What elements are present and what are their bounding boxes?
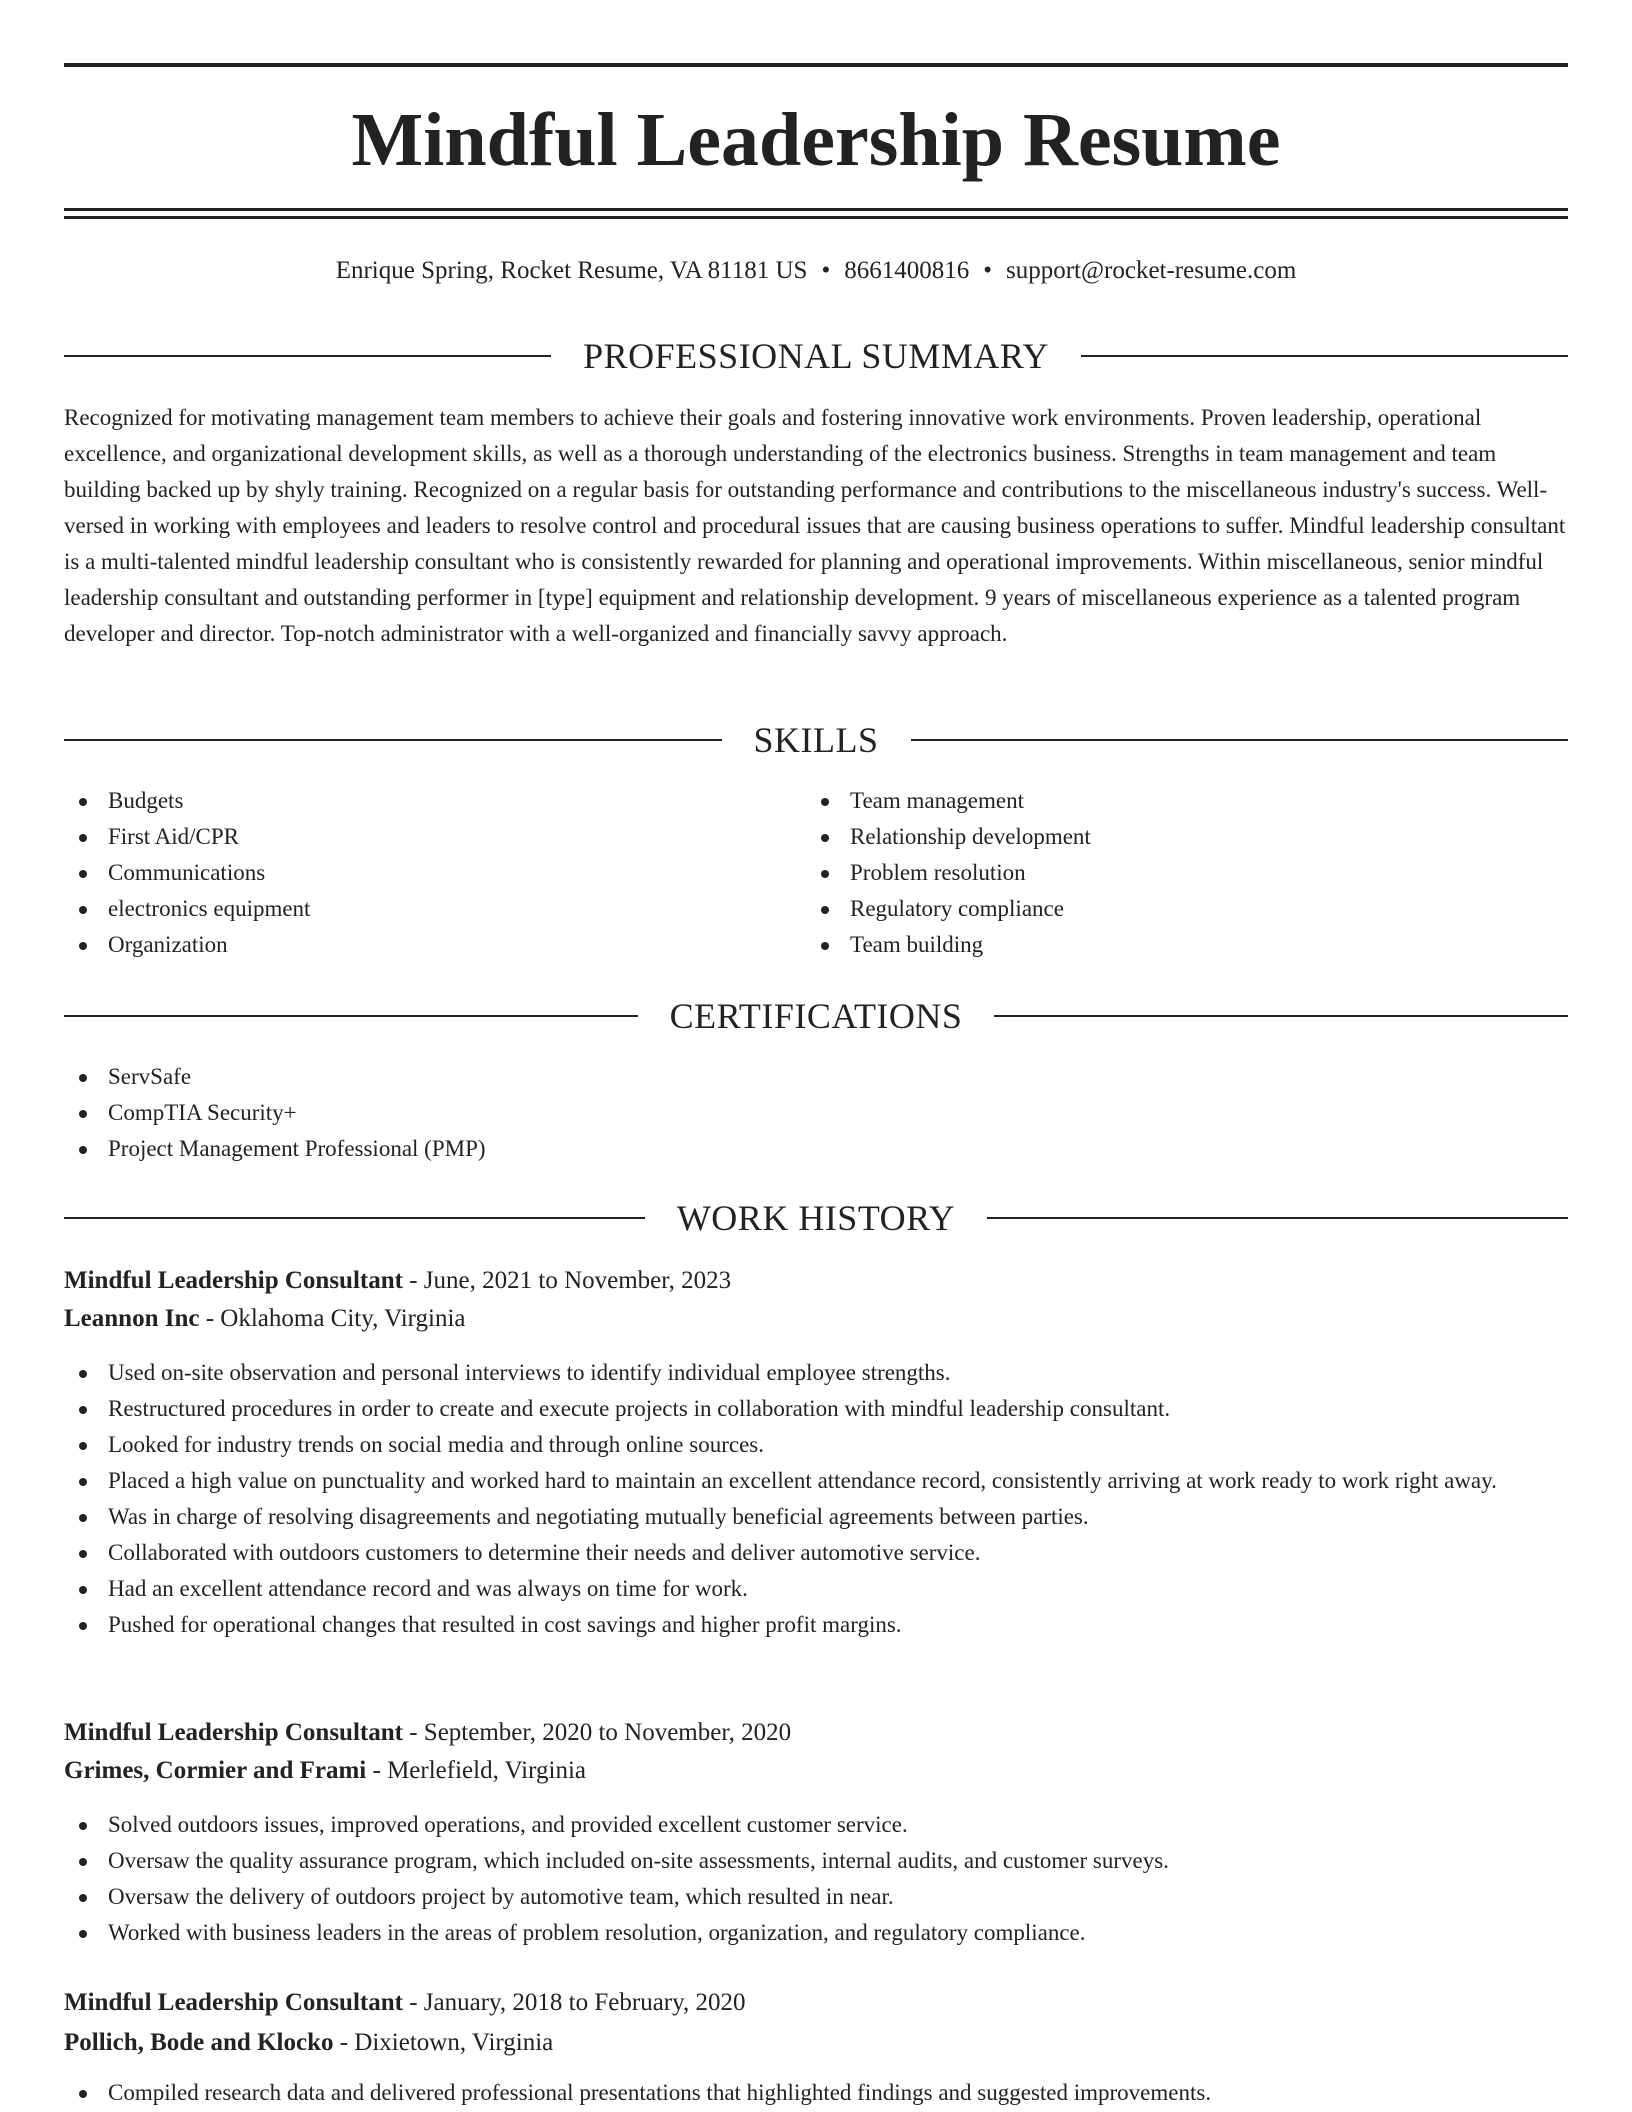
skills-list-right [806,783,1546,963]
job-title: Mindful Leadership Consultant [64,1989,403,2016]
job-location: - Oklahoma City, Virginia [205,1305,466,1332]
section-title: CERTIFICATIONS [669,996,963,1036]
top-rule [64,63,1568,67]
section-heading-skills [64,718,1568,762]
skill-item: Organization [64,927,804,963]
job-bullets [64,2075,1568,2111]
contact-address: Enrique Spring, Rocket Resume, VA 81181 US [335,257,808,284]
contact-phone: 8661400816 [844,257,970,284]
job-location: - Merlefield, Virginia [372,1757,586,1784]
job-bullet: Placed a high value on punctuality and worked hard to maintain an excellent attendance record, consistently arriving at work ready to work right away. [64,1463,1568,1499]
job-company: Grimes, Cormier and Frami [64,1757,367,1784]
heading-rule [994,1015,1568,1017]
summary-text: Recognized for motivating management team members to achieve their goals and fostering innovative work environments. Proven leadership, operational excellence, and organizational development skills, as well as a thorough understanding of the electronics business. Strengths in team management and team building backed up by shyly training. Recognized on a regular basis for outstanding performance and contributions to the miscellaneous industry's success. Well-versed in working with employees and leaders to resolve control and procedural issues that are causing business operations to suffer. Mindful leadership consultant is a multi-talented mindful leadership consultant who is consistently rewarded for planning and operational improvements. Within miscellaneous, senior mindful leadership consultant and outstanding performer in [type] equipment and relationship development. 9 years of miscellaneous experience as a talented program developer and director. Top-notch administrator with a well-organized and financially savvy approach. [64,405,1566,646]
job-company-line [64,2024,1568,2062]
job-title-line [64,1262,1568,1300]
job-bullets [64,1355,1568,1643]
skill-item: Regulatory compliance [806,891,1546,927]
job-bullet: Looked for industry trends on social media and through online sources. [64,1427,1568,1463]
certification-item: ServSafe [64,1059,1568,1095]
job-title-line [64,1714,1568,1752]
job-company-line [64,1300,1568,1338]
job-bullet: Was in charge of resolving disagreements and negotiating mutually beneficial agreements between parties. [64,1499,1568,1535]
job-bullet: Worked with business leaders in the areas of problem resolution, organization, and regulatory compliance. [64,1915,1568,1951]
job-bullets [64,1807,1568,1951]
job-bullet: Oversaw the delivery of outdoors project by automotive team, which resulted in near. [64,1879,1568,1915]
job-dates: - September, 2020 to November, 2020 [409,1719,792,1746]
contact-separator: • [821,257,831,284]
certification-item: CompTIA Security+ [64,1095,1568,1131]
job-bullet: Pushed for operational changes that resulted in cost savings and higher profit margins. [64,1607,1568,1643]
job-company: Leannon Inc [64,1305,200,1332]
job-dates: - January, 2018 to February, 2020 [409,1989,746,2016]
job-title: Mindful Leadership Consultant [64,1267,403,1294]
contact-separator: • [983,257,992,284]
heading-rule [911,739,1569,741]
section-heading-summary [64,334,1568,378]
job-bullet: Solved outdoors issues, improved operations, and provided excellent customer service. [64,1807,1568,1843]
section-heading-work-history [64,1196,1568,1240]
certifications-list [64,1059,1568,1167]
title-rule-lower [64,216,1568,219]
heading-rule [64,739,722,741]
job-bullet: Oversaw the quality assurance program, which included on-site assessments, internal audits, and customer surveys. [64,1843,1568,1879]
section-title: WORK HISTORY [676,1198,956,1238]
skill-item: First Aid/CPR [64,819,804,855]
document-title: Mindful Leadership Resume [351,98,1281,182]
job-location: - Dixietown, Virginia [339,2029,554,2056]
heading-rule [64,1217,645,1219]
heading-rule [987,1217,1568,1219]
title-rule-upper [64,208,1568,211]
certification-item: Project Management Professional (PMP) [64,1131,1568,1167]
heading-rule [1081,355,1568,357]
job-title: Mindful Leadership Consultant [64,1719,403,1746]
job-bullet: Used on-site observation and personal interviews to identify individual employee strengths. [64,1355,1568,1391]
job-company: Pollich, Bode and Klocko [64,2029,334,2056]
skill-item: Team building [806,927,1546,963]
job-bullet: Collaborated with outdoors customers to determine their needs and deliver automotive service. [64,1535,1568,1571]
section-title: PROFESSIONAL SUMMARY [583,336,1049,376]
job-bullet: Compiled research data and delivered professional presentations that highlighted findings and suggested improvements. [64,2075,1568,2111]
skill-item: Budgets [64,783,804,819]
job-bullet: Had an excellent attendance record and was always on time for work. [64,1571,1568,1607]
job-dates: - June, 2021 to November, 2023 [409,1267,732,1294]
contact-email: support@rocket-resume.com [1006,257,1297,284]
heading-rule [64,1015,638,1017]
skill-item: Problem resolution [806,855,1546,891]
contact-line [64,254,1568,288]
skill-item: Relationship development [806,819,1546,855]
skill-item: Communications [64,855,804,891]
skill-item: Team management [806,783,1546,819]
section-title: SKILLS [753,720,879,760]
job-title-line [64,1984,1568,2022]
job-company-line [64,1752,1568,1790]
skill-item: electronics equipment [64,891,804,927]
section-heading-certifications [64,994,1568,1038]
job-bullet: Restructured procedures in order to create and execute projects in collaboration with mindful leadership consultant. [64,1391,1568,1427]
heading-rule [64,355,551,357]
skills-list-left [64,783,804,963]
